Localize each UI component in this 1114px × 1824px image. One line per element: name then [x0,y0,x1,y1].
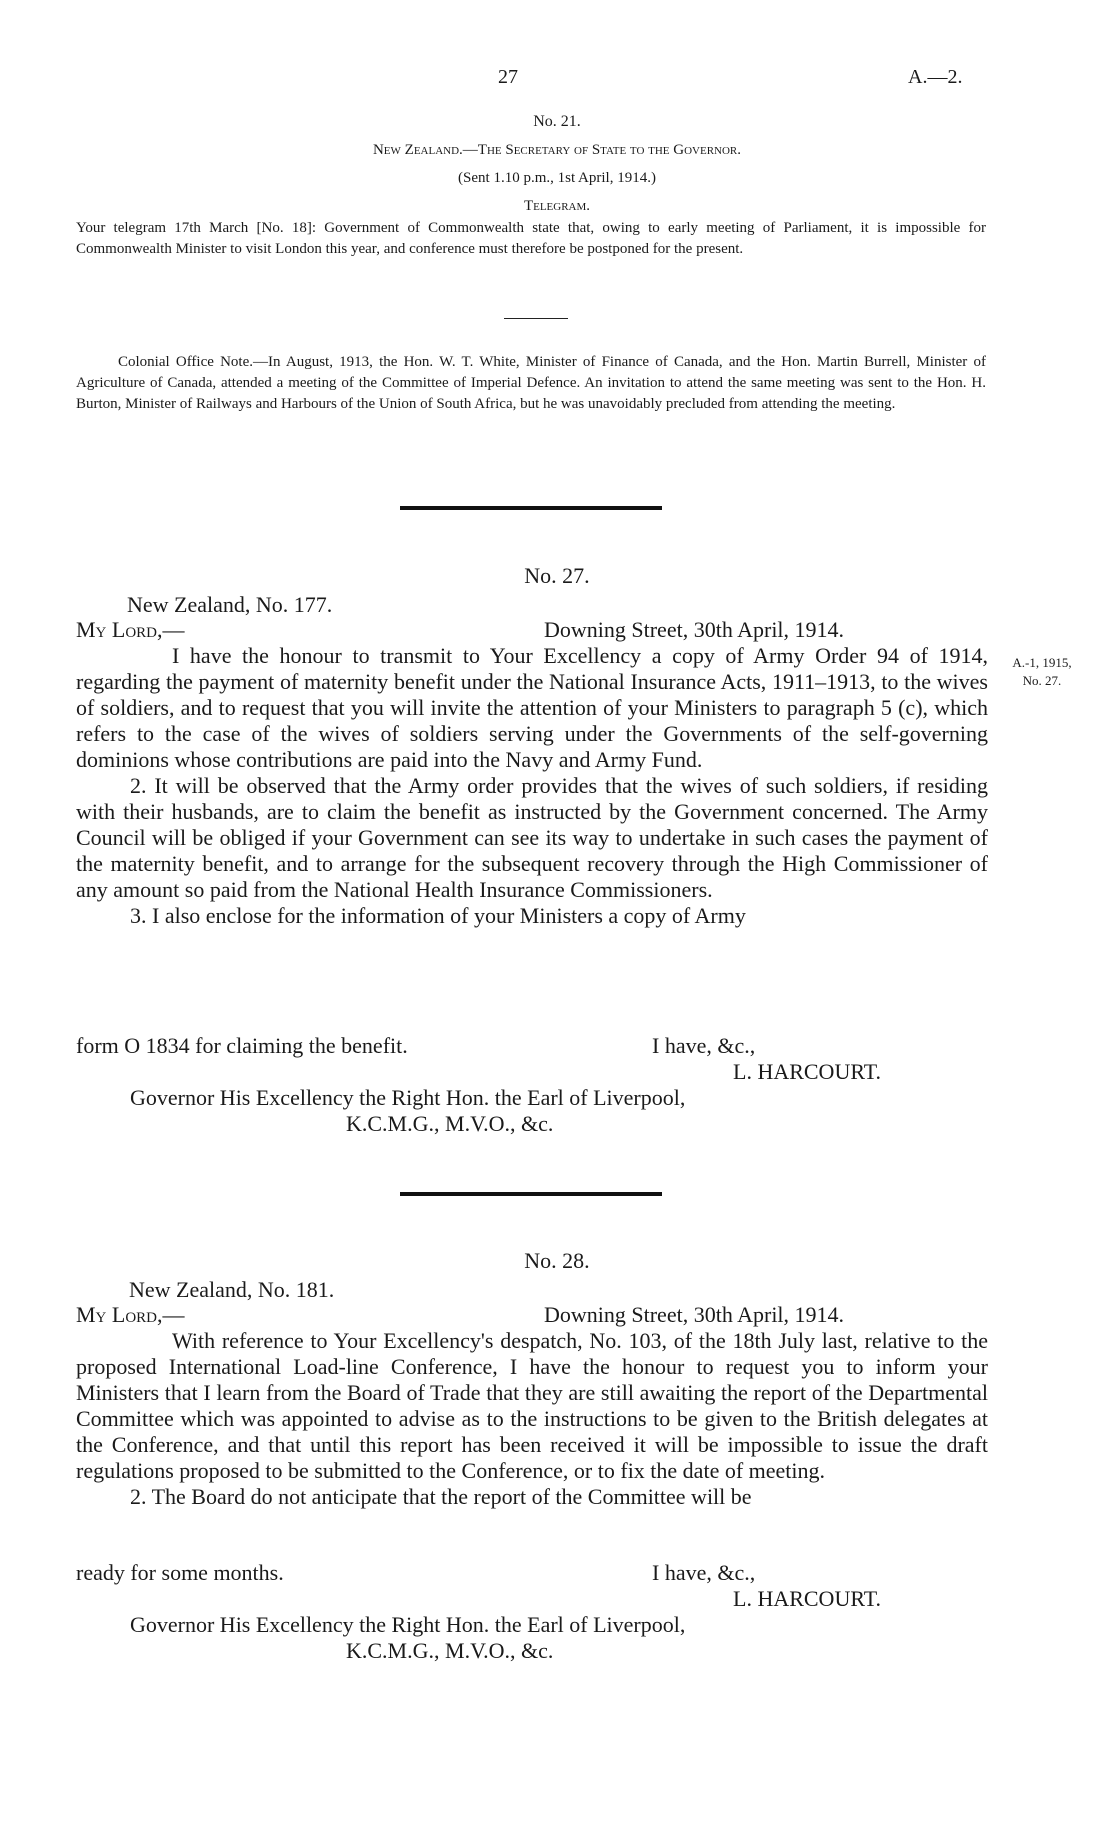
section-divider-1 [400,506,662,510]
doc27-paragraph-3-continued: form O 1834 for claiming the benefit. [76,1033,408,1058]
page-number: 27 [498,66,518,88]
doc21-heading: New Zealand.—The Secretary of State to the Governor. [372,142,742,158]
colonial-office-note: Colonial Office Note.—In August, 1913, the Hon. W. T. White, Minister of Finance of Canada, and the Hon. Martin Burrell, Minister of Agriculture of Canada, attended a meeting of the Committee of Imperial Defence. An invitation to attend the same meeting was sent to the Hon. H. Burton, Minister of Railways and Harbours of the Union of South Africa, but he was unavoidably precluded from attending the meeting. [76,354,986,412]
doc21-telegram-body: Your telegram 17th March [No. 18]: Government of Commonwealth state that, owing to early meeting of Parliament, it is impossible for Commonwealth Minister to visit London this year, and conference must therefore be postponed for the present. [76,220,986,257]
doc28-addressee-line-1: Governor His Excellency the Right Hon. the Earl of Liverpool, [130,1612,686,1637]
doc27-paragraph-2: 2. It will be observed that the Army order provides that the wives of such soldiers, if residing with their husbands, are to claim the benefit as instructed by the Government concerned. The Army Council will be obliged if your Government can see its way to undertake in such cases the payment of the maternity benefit, and to arrange for the subsequent recovery through the High Commissioner of any amount so paid from the National Health Insurance Commissioners. [76,773,988,902]
doc27-paragraph-3: 3. I also enclose for the information of your Ministers a copy of Army [130,903,746,928]
doc28-salutation: My Lord,— [76,1302,185,1327]
doc21-number: No. 21. [533,113,581,130]
doc27-signature: L. HARCOURT. [733,1059,881,1084]
doc21-sent: (Sent 1.10 p.m., 1st April, 1914.) [458,170,656,186]
doc28-paragraph-1: With reference to Your Excellency's despatch, No. 103, of the 18th July last, relative to the proposed International Load-line Conference, I have the honour to request you to inform your Ministers that I learn from the Board of Trade that they are still awaiting the report of the Departmental Committee which was appointed to advise as to the instructions to be given to the British delegates at the Conference, and that until this report has been received it will be impossible to issue the draft regulations proposed to be submitted to the Conference, or to fix the date of meeting. [76,1328,988,1483]
doc27-closing: I have, &c., [652,1033,756,1058]
doc27-body [76,643,988,929]
doc27-salutation: My Lord,— [76,617,185,642]
doc27-reference: New Zealand, No. 177. [127,592,333,617]
doc28-paragraph-2-continued: ready for some months. [76,1560,284,1585]
doc27-addressee-line-2: K.C.M.G., M.V.O., &c. [346,1111,554,1136]
doc27-place-date: Downing Street, 30th April, 1914. [544,617,845,642]
section-divider-2 [400,1192,662,1196]
doc28-reference: New Zealand, No. 181. [129,1277,335,1302]
margin-note-line-1: A.-1, 1915, [1012,655,1072,670]
doc28-addressee-line-2: K.C.M.G., M.V.O., &c. [346,1638,554,1663]
doc28-closing: I have, &c., [652,1560,756,1585]
doc27-paragraph-1: I have the honour to transmit to Your Excellency a copy of Army Order 94 of 1914, regarding the payment of maternity benefit under the National Insurance Acts, 1911–1913, to the wives of soldiers, and to request that you will invite the attention of your Ministers to paragraph 5 (c), which refers to the case of the wives of soldiers serving under the Governments of the self-governing dominions whose contributions are paid into the Navy and Army Fund. [76,643,988,772]
margin-note-line-2: No. 27. [1022,673,1062,688]
doc28-body [76,1328,988,1510]
short-divider [504,318,568,319]
doc21-telegram-label: Telegram. [523,198,591,214]
doc28-place-date: Downing Street, 30th April, 1914. [544,1302,845,1327]
doc27-number: No. 27. [524,563,590,588]
doc28-signature: L. HARCOURT. [733,1586,881,1611]
doc28-paragraph-2: 2. The Board do not anticipate that the report of the Committee will be [130,1484,752,1509]
doc27-addressee-line-1: Governor His Excellency the Right Hon. the Earl of Liverpool, [130,1085,686,1110]
document-reference: A.—2. [908,66,963,88]
doc27-margin-note [998,654,1086,690]
doc28-number: No. 28. [524,1248,590,1273]
